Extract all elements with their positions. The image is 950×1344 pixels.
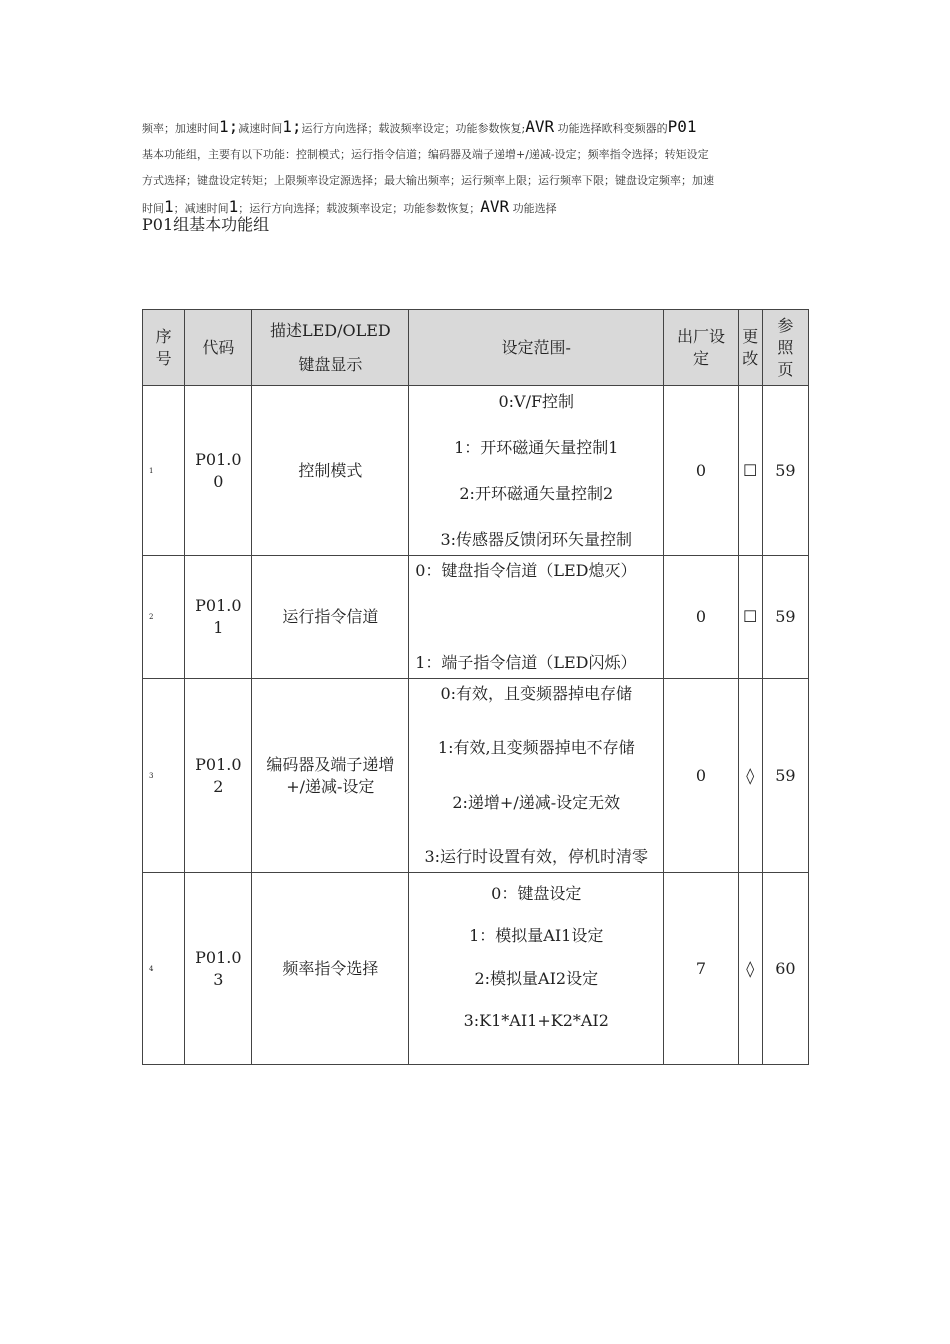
row-page: 59 [762,386,808,556]
row-factory: 0 [664,679,738,873]
row-desc: 编码器及端子递增+/递减-设定 [252,679,409,873]
section-title: P01组基本功能组 [142,215,270,234]
header-index: 序号 [143,310,185,386]
header-page: 参照页 [762,310,808,386]
row-factory: 0 [664,386,738,556]
header-code: 代码 [185,310,252,386]
row-range: 0：键盘指令信道（LED熄灭） 1：端子指令信道（LED闪烁） [409,556,664,679]
row-index: 2 [143,556,185,679]
parameter-table [142,309,809,1065]
row-change: ☐ [738,386,762,556]
row-index: 4 [143,873,185,1065]
row-code: P01.01 [185,556,252,679]
header-factory: 出厂设定 [664,310,738,386]
row-range: 0:V/F控制 1：开环磁通矢量控制1 2:开环磁通矢量控制2 3:传感器反馈闭环矢量控制 [409,386,664,556]
row-index: 1 [143,386,185,556]
row-page: 59 [762,679,808,873]
table-header-row [143,310,809,386]
row-code: P01.02 [185,679,252,873]
row-page: 59 [762,556,808,679]
row-page: 60 [762,873,808,1065]
intro-line-1: 频率；加速时间1;减速时间1;运行方向选择；载波频率设定；功能参数恢复;AVR 功能选择欧科变频器的P01 [142,117,697,136]
row-desc: 控制模式 [252,386,409,556]
table-row [143,386,809,556]
table-row [143,873,809,1065]
intro-paragraph [142,114,808,222]
table-row [143,679,809,873]
header-desc: 描述LED/OLED 键盘显示 [252,310,409,386]
header-change: 更改 [738,310,762,386]
row-code: P01.03 [185,873,252,1065]
row-range: 0：键盘设定 1：模拟量AI1设定 2:模拟量AI2设定 3:K1*AI1+K2*AI2 [409,873,664,1065]
row-desc: 运行指令信道 [252,556,409,679]
row-change: ☐ [738,556,762,679]
intro-line-2: 基本功能组，主要有以下功能：控制模式；运行指令信道；编码器及端子递增+/递减-设定；频率指令选择；转矩设定 [142,148,709,161]
row-code: P01.00 [185,386,252,556]
row-index: 3 [143,679,185,873]
row-change: ◊ [738,873,762,1065]
header-range: 设定范围- [409,310,664,386]
intro-line-4: 时间1；减速时间1；运行方向选择；载波频率设定；功能参数恢复；AVR 功能选择 [142,197,557,216]
row-change: ◊ [738,679,762,873]
table-row [143,556,809,679]
row-range: 0:有效，且变频器掉电存储 1:有效,且变频器掉电不存储 2:递增+/递减-设定无效 3:运行时设置有效，停机时清零 [409,679,664,873]
row-desc: 频率指令选择 [252,873,409,1065]
row-factory: 7 [664,873,738,1065]
row-factory: 0 [664,556,738,679]
intro-line-3: 方式选择；键盘设定转矩；上限频率设定源选择；最大输出频率；运行频率上限；运行频率下限；键盘设定频率；加速 [142,174,714,187]
